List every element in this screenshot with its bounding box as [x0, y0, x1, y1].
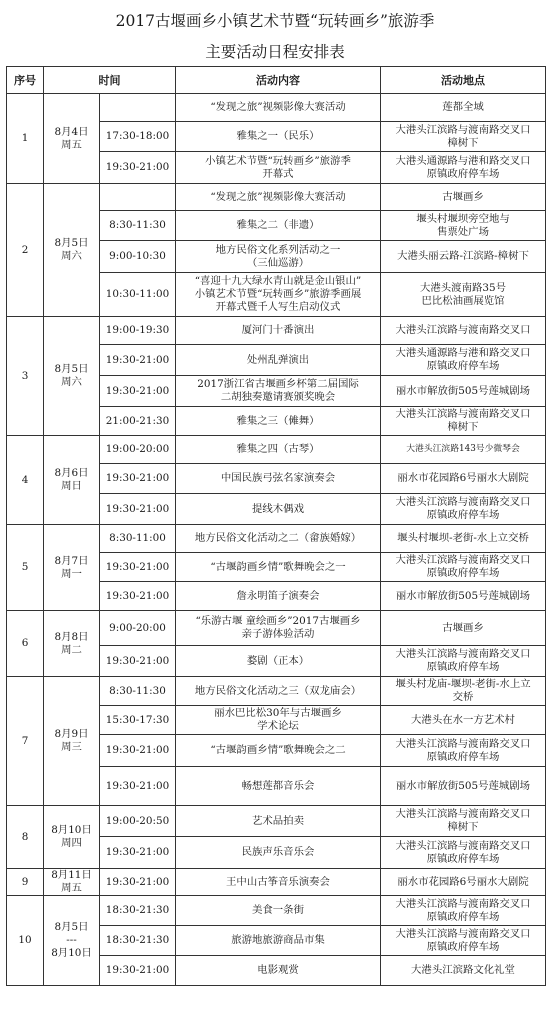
time-cell [100, 184, 176, 211]
activity-place-cell: 大港头江滨路与渡南路交叉口 原镇政府停车场 [381, 837, 546, 869]
time-cell: 19:30-21:00 [100, 837, 176, 869]
activity-content-cell: 地方民俗文化系列活动之一 （三仙巡游） [176, 241, 381, 273]
table-row [7, 677, 546, 706]
time-cell: 19:30-21:00 [100, 735, 176, 767]
activity-place-cell: 古堰画乡 [381, 611, 546, 646]
group-number: 10 [7, 896, 44, 986]
activity-content-cell: 民族声乐音乐会 [176, 837, 381, 869]
table-row [7, 184, 546, 211]
activity-content-cell: “乐游古堰 童绘画乡”2017古堰画乡 亲子游体验活动 [176, 611, 381, 646]
activity-content-cell: 雅集之二（非遗） [176, 211, 381, 241]
group-number: 3 [7, 317, 44, 436]
activity-content-cell: 美食一条街 [176, 896, 381, 926]
time-cell: 19:00-20:50 [100, 806, 176, 837]
activity-content-cell: 艺术品拍卖 [176, 806, 381, 837]
activity-place-cell: 大港头江滨路与渡南路交叉口 原镇政府停车场 [381, 735, 546, 767]
activity-content-cell: 婺剧（正本） [176, 646, 381, 677]
activity-place-cell: 大港头在水一方艺术村 [381, 706, 546, 735]
group-number: 8 [7, 806, 44, 869]
time-cell: 8:30-11:00 [100, 525, 176, 553]
group-date: 8月5日 周六 [44, 317, 100, 436]
activity-content-cell: 雅集之四（古琴） [176, 436, 381, 464]
activity-content-cell: 雅集之一（民乐） [176, 122, 381, 152]
group-date: 8月7日 周一 [44, 525, 100, 611]
activity-content-cell: 中国民族弓弦名家演奏会 [176, 464, 381, 494]
time-cell: 8:30-11:30 [100, 677, 176, 706]
time-cell: 19:30-21:00 [100, 376, 176, 407]
activity-content-cell: “古堰韵画乡情”歌舞晚会之一 [176, 553, 381, 582]
activity-place-cell: 丽水市花园路6号丽水大剧院 [381, 464, 546, 494]
activity-content-cell: 2017浙江省古堰画乡杯第二届国际 二胡独奏邀请赛颁奖晚会 [176, 376, 381, 407]
time-cell: 17:30-18:00 [100, 122, 176, 152]
page-subtitle: 主要活动日程安排表 [205, 43, 345, 61]
activity-content-cell: “古堰韵画乡情”歌舞晚会之二 [176, 735, 381, 767]
time-cell: 18:30-21:30 [100, 926, 176, 956]
activity-place-cell: 大港头江滨路文化礼堂 [381, 956, 546, 986]
group-date: 8月10日 周四 [44, 806, 100, 869]
activity-place-cell: 大港头江滨路与渡南路交叉口 原镇政府停车场 [381, 646, 546, 677]
header-no: 序号 [7, 67, 44, 94]
activity-content-cell: 丽水巴比松30年与古堰画乡 学术论坛 [176, 706, 381, 735]
activity-place-cell: 丽水市解放街505号莲城剧场 [381, 767, 546, 806]
group-date: 8月5日 周六 [44, 184, 100, 317]
time-cell: 10:30-11:00 [100, 273, 176, 317]
time-cell: 19:30-21:00 [100, 494, 176, 525]
table-row [7, 896, 546, 926]
activity-place-cell: 大港头江滨路与渡南路交叉口 樟树下 [381, 806, 546, 837]
activity-place-cell: 大港头通源路与港和路交叉口 原镇政府停车场 [381, 345, 546, 376]
activity-content-cell: “喜迎十九大绿水青山就是金山银山” 小镇艺术节暨“玩转画乡”旅游季画展 开幕式暨千人写生启动仪式 [176, 273, 381, 317]
activity-content-cell: 处州乱弹演出 [176, 345, 381, 376]
activity-place-cell: 大港头江滨路143号少微琴会 [381, 436, 546, 464]
activity-content-cell: 旅游地旅游商品市集 [176, 926, 381, 956]
time-cell: 21:00-21:30 [100, 407, 176, 436]
activity-content-cell: 王中山古筝音乐演奏会 [176, 869, 381, 896]
time-cell: 19:30-21:00 [100, 956, 176, 986]
activity-place-cell: 大港头江滨路与渡南路交叉口 原镇政府停车场 [381, 553, 546, 582]
table-row [7, 869, 546, 896]
activity-place-cell: 大港头江滨路与渡南路交叉口 原镇政府停车场 [381, 896, 546, 926]
activity-content-cell: 雅集之三（傩舞） [176, 407, 381, 436]
activity-place-cell: 大港头江滨路与渡南路交叉口 樟树下 [381, 407, 546, 436]
group-date: 8月4日 周五 [44, 94, 100, 184]
activity-place-cell: 堰头村堰坝-老街-水上立交桥 [381, 525, 546, 553]
activity-content-cell: 地方民俗文化活动之二（畲族婚嫁） [176, 525, 381, 553]
table-row [7, 611, 546, 646]
activity-content-cell: 电影观赏 [176, 956, 381, 986]
time-cell [100, 94, 176, 122]
time-cell: 9:00-20:00 [100, 611, 176, 646]
table-row [7, 525, 546, 553]
table-header-row [7, 67, 546, 94]
time-cell: 18:30-21:30 [100, 896, 176, 926]
activity-place-cell: 堰头村龙庙-堰坝-老街-水上立 交桥 [381, 677, 546, 706]
time-cell: 19:00-19:30 [100, 317, 176, 345]
group-number: 7 [7, 677, 44, 806]
activity-place-cell: 堰头村堰坝旁空地与 售票处广场 [381, 211, 546, 241]
time-cell: 9:00-10:30 [100, 241, 176, 273]
group-date: 8月5日 --- 8月10日 [44, 896, 100, 986]
activity-place-cell: 大港头丽云路-江滨路-樟树下 [381, 241, 546, 273]
activity-place-cell: 大港头江滨路与渡南路交叉口 原镇政府停车场 [381, 494, 546, 525]
schedule-table [6, 66, 546, 986]
group-number: 2 [7, 184, 44, 317]
activity-place-cell: 大港头江滨路与渡南路交叉口 樟树下 [381, 122, 546, 152]
activity-content-cell: 詹永明笛子演奏会 [176, 582, 381, 611]
activity-place-cell: 丽水市解放街505号莲城剧场 [381, 582, 546, 611]
time-cell: 19:30-21:00 [100, 345, 176, 376]
activity-content-cell: “发现之旅”视频影像大赛活动 [176, 94, 381, 122]
time-cell: 19:30-21:00 [100, 646, 176, 677]
activity-content-cell: 提线木偶戏 [176, 494, 381, 525]
group-number: 4 [7, 436, 44, 525]
activity-content-cell: 地方民俗文化活动之三（双龙庙会） [176, 677, 381, 706]
group-date: 8月6日 周日 [44, 436, 100, 525]
activity-content-cell: 小镇艺术节暨“玩转画乡”旅游季 开幕式 [176, 152, 381, 184]
activity-place-cell: 莲都全域 [381, 94, 546, 122]
time-cell: 8:30-11:30 [100, 211, 176, 241]
activity-content-cell: 厦河门十番演出 [176, 317, 381, 345]
group-number: 5 [7, 525, 44, 611]
activity-place-cell: 大港头通源路与港和路交叉口 原镇政府停车场 [381, 152, 546, 184]
header-content: 活动内容 [176, 67, 381, 94]
group-number: 9 [7, 869, 44, 896]
group-number: 6 [7, 611, 44, 677]
time-cell: 19:30-21:00 [100, 767, 176, 806]
time-cell: 19:30-21:00 [100, 582, 176, 611]
activity-place-cell: 丽水市解放街505号莲城剧场 [381, 376, 546, 407]
activity-place-cell: 大港头江滨路与渡南路交叉口 原镇政府停车场 [381, 926, 546, 956]
time-cell: 19:30-21:00 [100, 152, 176, 184]
group-date: 8月9日 周三 [44, 677, 100, 806]
table-row [7, 94, 546, 122]
time-cell: 15:30-17:30 [100, 706, 176, 735]
time-cell: 19:30-21:00 [100, 464, 176, 494]
header-time: 时间 [44, 67, 176, 94]
time-cell: 19:00-20:00 [100, 436, 176, 464]
header-place: 活动地点 [381, 67, 546, 94]
activity-place-cell: 古堰画乡 [381, 184, 546, 211]
activity-place-cell: 大港头渡南路35号 巴比松油画展览馆 [381, 273, 546, 317]
activity-content-cell: “发现之旅”视频影像大赛活动 [176, 184, 381, 211]
activity-content-cell: 畅想莲都音乐会 [176, 767, 381, 806]
time-cell: 19:30-21:00 [100, 869, 176, 896]
activity-place-cell: 丽水市花园路6号丽水大剧院 [381, 869, 546, 896]
group-date: 8月8日 周二 [44, 611, 100, 677]
group-date: 8月11日 周五 [44, 869, 100, 896]
table-row [7, 806, 546, 837]
page-title: 2017古堰画乡小镇艺术节暨“玩转画乡”旅游季 [115, 12, 435, 30]
table-row [7, 317, 546, 345]
group-number: 1 [7, 94, 44, 184]
table-row [7, 436, 546, 464]
time-cell: 19:30-21:00 [100, 553, 176, 582]
activity-place-cell: 大港头江滨路与渡南路交叉口 [381, 317, 546, 345]
